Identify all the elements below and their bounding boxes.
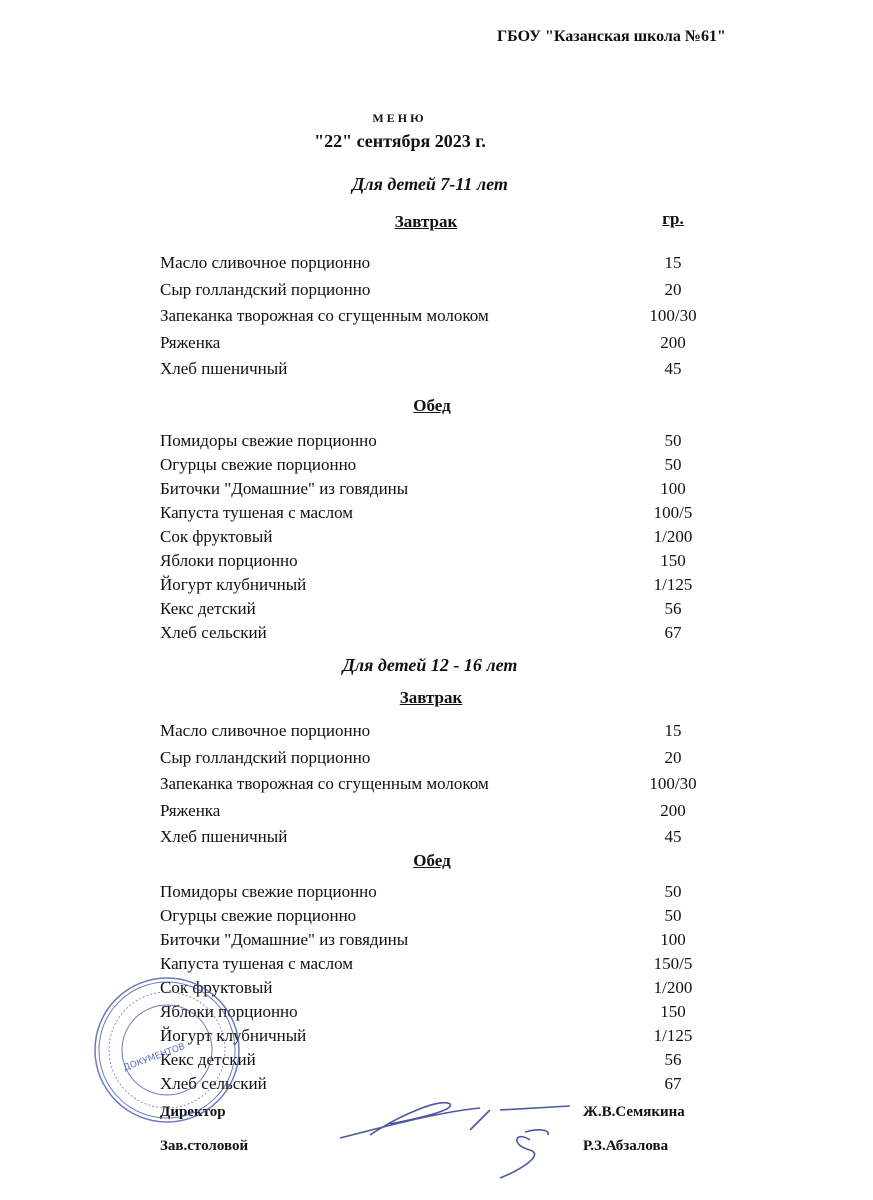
menu-item-name: Хлеб пшеничный (160, 359, 288, 378)
menu-item-name: Помидоры свежие порционно (160, 431, 377, 450)
menu-item-row (160, 906, 720, 930)
menu-item-grams: 56 (664, 1050, 682, 1069)
menu-item-name: Хлеб сельский (160, 1074, 267, 1093)
menu-item-grams: 1/200 (653, 978, 693, 997)
menu-item-grams: 100 (660, 930, 686, 949)
menu-item-grams: 1/125 (653, 575, 693, 594)
menu-item-grams: 45 (664, 827, 682, 846)
menu-item-row (160, 599, 720, 623)
menu-item-row (160, 503, 720, 527)
menu-item-row (160, 774, 720, 801)
canteen-head-label: Зав.столовой (160, 1138, 249, 1154)
menu-item-name: Помидоры свежие порционно (160, 882, 377, 901)
menu-item-grams: 15 (664, 253, 682, 272)
menu-item-row (160, 1050, 720, 1074)
menu-item-row (160, 359, 720, 386)
menu-item-row (160, 1002, 720, 1026)
menu-date: "22" сентября 2023 г. (314, 131, 486, 151)
menu-item-row (160, 882, 720, 906)
menu-item-row (160, 431, 720, 455)
signature (330, 1090, 570, 1180)
menu-item-row (160, 748, 720, 775)
breakfast-list (160, 253, 720, 386)
menu-item-grams: 150 (660, 1002, 686, 1021)
menu-item-grams: 50 (664, 906, 682, 925)
menu-item-row (160, 827, 720, 854)
organization-header: ГБОУ "Казанская школа №61" (497, 28, 726, 45)
menu-item-name: Биточки "Домашние" из говядины (160, 479, 409, 498)
menu-item-grams: 50 (664, 431, 682, 450)
menu-item-grams: 100/5 (653, 503, 693, 522)
lunch-heading: Обед (413, 396, 451, 415)
menu-item-name: Огурцы свежие порционно (160, 906, 357, 925)
director-label: Директор (160, 1104, 226, 1120)
lunch-heading: Обед (413, 851, 451, 870)
menu-item-row (160, 721, 720, 748)
menu-item-grams: 50 (664, 882, 682, 901)
menu-item-name: Йогурт клубничный (160, 1026, 307, 1045)
menu-item-name: Ряженка (160, 332, 221, 352)
menu-item-name: Сок фруктовый (160, 527, 273, 546)
menu-item-name: Масло сливочное порционно (160, 253, 371, 272)
age-group-heading: Для детей 12 - 16 лет (342, 655, 518, 675)
menu-item-grams: 67 (664, 623, 682, 642)
director-name: Ж.В.Семякина (583, 1104, 685, 1120)
menu-item-row (160, 479, 720, 503)
stamp-text: ДОКУМЕНТОВ (122, 1041, 187, 1074)
breakfast-heading: Завтрак (399, 688, 463, 707)
menu-item-row (160, 954, 720, 978)
menu-item-grams: 50 (664, 455, 682, 474)
menu-item-name: Кекс детский (160, 599, 256, 618)
lunch-list (160, 882, 720, 1098)
lunch-list (160, 431, 720, 647)
menu-item-grams: 20 (664, 747, 682, 767)
menu-item-name: Капуста тушеная с маслом (160, 954, 354, 973)
menu-item-row (160, 527, 720, 551)
menu-item-row (160, 551, 720, 575)
menu-item-grams: 150/5 (653, 954, 693, 973)
menu-item-grams: 200 (660, 800, 686, 820)
menu-item-name: Капуста тушеная с маслом (160, 503, 354, 522)
menu-item-grams: 15 (664, 721, 682, 740)
menu-item-grams: 200 (660, 332, 686, 352)
canteen-head-name: Р.З.Абзалова (583, 1138, 669, 1154)
age-group-heading: Для детей 7-11 лет (352, 174, 508, 194)
menu-item-name: Хлеб пшеничный (160, 827, 288, 846)
menu-item-grams: 100 (660, 479, 686, 498)
menu-item-name: Сок фруктовый (160, 978, 273, 997)
breakfast-list (160, 721, 720, 854)
menu-item-grams: 1/200 (653, 527, 693, 546)
menu-item-name: Запеканка творожная со сгущенным молоком (160, 774, 489, 793)
menu-item-grams: 45 (664, 359, 682, 378)
menu-item-row (160, 306, 720, 333)
menu-item-grams: 150 (660, 551, 686, 570)
menu-item-grams: 56 (664, 599, 682, 618)
menu-item-name: Яблоки порционно (160, 1002, 298, 1021)
menu-item-name: Йогурт клубничный (160, 575, 307, 594)
menu-item-name: Биточки "Домашние" из говядины (160, 930, 409, 949)
menu-item-name: Запеканка творожная со сгущенным молоком (160, 306, 489, 325)
menu-item-row (160, 455, 720, 479)
menu-title: М Е Н Ю (372, 111, 424, 125)
menu-item-name: Ряженка (160, 800, 221, 820)
menu-item-name: Кекс детский (160, 1050, 256, 1069)
menu-item-name: Хлеб сельский (160, 623, 267, 642)
official-stamp (92, 975, 242, 1125)
menu-item-grams: 100/30 (649, 774, 697, 793)
menu-item-row (160, 1026, 720, 1050)
menu-item-name: Сыр голландский порционно (160, 279, 371, 299)
menu-item-name: Яблоки порционно (160, 551, 298, 570)
menu-item-row (160, 575, 720, 599)
menu-item-row (160, 280, 720, 307)
menu-item-row (160, 801, 720, 828)
menu-item-grams: 100/30 (649, 306, 697, 325)
menu-item-row (160, 333, 720, 360)
menu-item-name: Огурцы свежие порционно (160, 455, 357, 474)
menu-item-row (160, 623, 720, 647)
menu-item-row (160, 978, 720, 1002)
menu-item-grams: 67 (664, 1074, 682, 1093)
menu-item-grams: 20 (664, 279, 682, 299)
menu-item-row (160, 930, 720, 954)
breakfast-heading: Завтрак (394, 212, 458, 231)
grams-column-heading: гр. (662, 209, 684, 228)
menu-item-grams: 1/125 (653, 1026, 693, 1045)
menu-item-name: Масло сливочное порционно (160, 721, 371, 740)
menu-item-name: Сыр голландский порционно (160, 747, 371, 767)
menu-item-row (160, 253, 720, 280)
